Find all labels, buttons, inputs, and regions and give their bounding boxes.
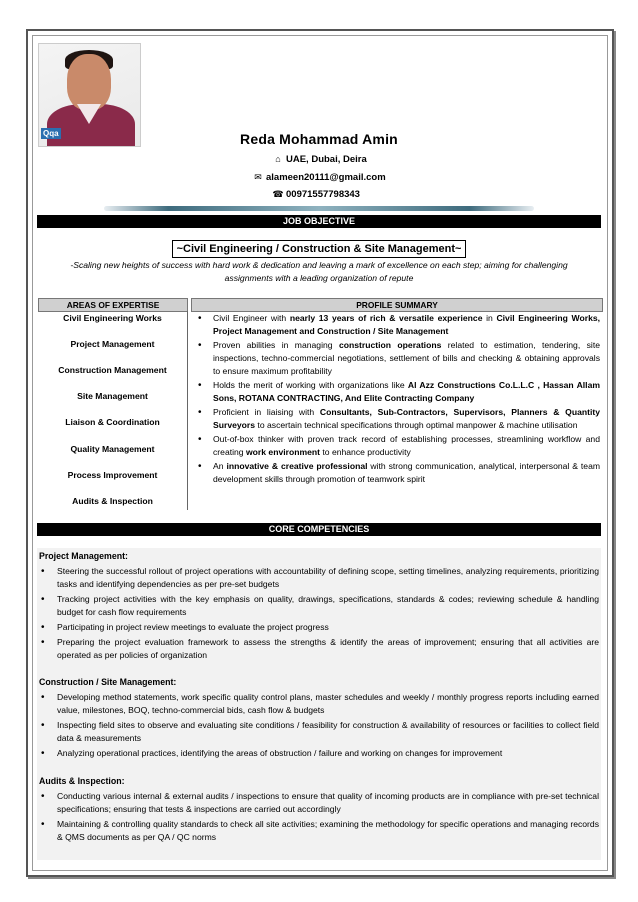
location-text: UAE, Dubai, Deira <box>286 154 367 165</box>
location-line <box>272 154 442 165</box>
phone-line <box>272 189 442 200</box>
competency-item: • Developing method statements, work specific quality control plans, master schedules and weekly / monthly progress reports including earned value, milestones, BOQ, techno-commercial bids, cash flow & budgets <box>37 691 599 717</box>
profile-summary-heading: PROFILE SUMMARY <box>191 298 603 312</box>
profile-summary-item: • Proven abilities in managing construction operations related to estimation, tendering, site inspections, techno-commercial negotiations, settlement of bills and checking & obtaining approvals to ensure maximum profitability <box>193 339 600 378</box>
expertise-item: Process Improvement <box>67 470 158 480</box>
core-section-list <box>37 691 599 762</box>
job-objective-heading: JOB OBJECTIVE <box>37 215 601 228</box>
expertise-item: Quality Management <box>70 444 155 454</box>
phone-text: 00971557798343 <box>286 189 360 200</box>
competency-item: • Inspecting field sites to observe and evaluating site conditions / feasibility for construction & availability of resources or facilities to collect field data & measurements <box>37 719 599 745</box>
photo-studio-logo: Qqa <box>43 129 59 138</box>
home-icon: ⌂ <box>275 154 281 164</box>
competency-item: • Maintaining & controlling quality standards to check all site activities; examining the methodology for specific operations and managing records & QMS documents as per QA / QC norms <box>37 818 599 844</box>
competency-item: • Steering the successful rollout of project operations with accountability of defining scope, setting timelines, analyzing requirements, prioritizing tasks and identifying dependencies as per pre-set budgets <box>37 565 599 591</box>
competency-item: • Participating in project review meetings to evaluate the project progress <box>37 621 599 634</box>
envelope-icon: ✉ <box>254 172 262 182</box>
core-competencies-heading: CORE COMPETENCIES <box>37 523 601 536</box>
expertise-item: Site Management <box>77 391 148 401</box>
competency-item: • Tracking project activities with the key emphasis on quality, drawings, specifications, standards & codes; reviewing schedule & handling budget for cash flow requirements <box>37 593 599 619</box>
areas-of-expertise-heading: AREAS OF EXPERTISE <box>38 298 188 312</box>
email-text: alameen20111@gmail.com <box>266 172 386 183</box>
expertise-item: Civil Engineering Works <box>63 313 162 323</box>
expertise-item: Audits & Inspection <box>72 496 153 506</box>
profile-summary-item: • Out-of-box thinker with proven track record of establishing processes, streamlining workflow and creating work environment to enhance productivity <box>193 433 600 459</box>
email-line <box>252 172 422 183</box>
competency-item: • Preparing the project evaluation framework to assess the strengths & identify the areas of improvement; ensuring that all activities are operated as per policies of organization <box>37 636 599 662</box>
profile-summary-item: • An innovative & creative professional with strong communication, analytical, interpersonal & team development skills through promotion of teamwork spirit <box>193 460 600 486</box>
competency-item: • Conducting various internal & external audits / inspections to ensure that quality of incoming products are in compliance with pre-set technical specifications; ensuring that tests & inspections are carried out accordingly <box>37 790 599 816</box>
candidate-name: Reda Mohammad Amin <box>240 131 398 147</box>
expertise-item: Liaison & Coordination <box>65 417 160 427</box>
objective-title: ~Civil Engineering / Construction & Site Management~ <box>172 240 466 258</box>
core-section-list <box>37 790 599 846</box>
objective-description: -Scaling new heights of success with hard work & dedication and leaving a mark of excellence on each step; aiming for challenging assignments with a leading organization of repute <box>70 260 568 283</box>
profile-summary-item: • Holds the merit of working with organizations like Al Azz Constructions Co.L.L.C , Hassan Allam Sons, ROTANA CONTRACTING, And Elite Contracting Company <box>193 379 600 405</box>
core-section-title: Audits & Inspection: <box>39 776 125 786</box>
header-divider <box>104 206 534 211</box>
profile-summary-item: • Civil Engineer with nearly 13 years of rich & versatile experience in Civil Engineering Works, Project Management and Construction / Site Management <box>193 312 600 338</box>
core-section-list <box>37 565 599 664</box>
expertise-item: Project Management <box>70 339 155 349</box>
expertise-column <box>38 311 188 510</box>
core-section-title: Project Management: <box>39 551 128 561</box>
profile-summary-list <box>193 312 600 487</box>
phone-icon: ☎ <box>272 189 284 199</box>
expertise-item: Construction Management <box>58 365 167 375</box>
core-section-title: Construction / Site Management: <box>39 677 177 687</box>
profile-summary-item: • Proficient in liaising with Consultants, Sub-Contractors, Supervisors, Planners & Quantity Surveyors to ascertain technical specifications through optimal manpower & machine utilisation <box>193 406 600 432</box>
competency-item: • Analyzing operational practices, identifying the areas of obstruction / failure and working on changes for improvement <box>37 747 599 760</box>
